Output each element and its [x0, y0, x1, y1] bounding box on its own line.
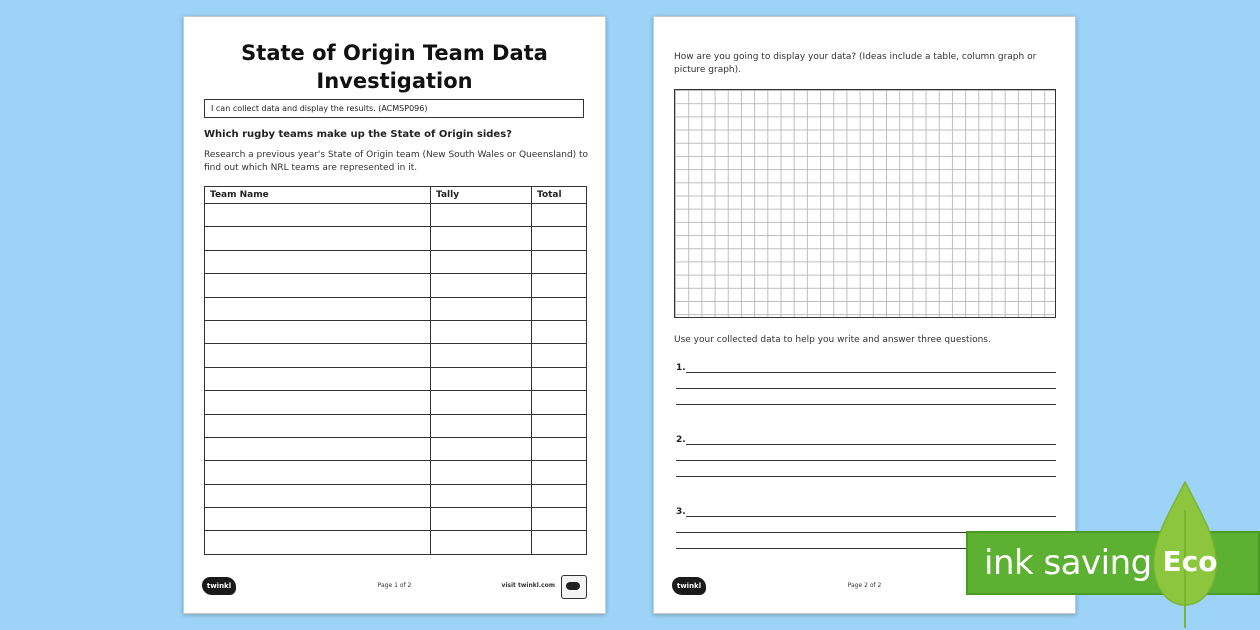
table-row	[205, 391, 587, 414]
team-name-cell[interactable]	[205, 414, 431, 437]
total-cell[interactable]	[532, 367, 587, 390]
answer-line	[686, 444, 1056, 445]
answer-line	[686, 516, 1056, 517]
title-line-1: State of Origin Team Data	[241, 41, 548, 65]
team-name-cell[interactable]	[205, 204, 431, 227]
tally-cell[interactable]	[431, 250, 532, 273]
research-question: Which rugby teams make up the State of Origin sides?	[204, 129, 512, 140]
worksheet-page-1	[183, 16, 606, 614]
tally-cell[interactable]	[431, 391, 532, 414]
total-cell[interactable]	[532, 344, 587, 367]
team-name-cell[interactable]	[205, 391, 431, 414]
table-row	[205, 227, 587, 250]
total-cell[interactable]	[532, 297, 587, 320]
page-title	[184, 39, 605, 95]
table-row	[205, 297, 587, 320]
tally-cell[interactable]	[431, 367, 532, 390]
tally-cell[interactable]	[431, 437, 532, 460]
table-row	[205, 250, 587, 273]
write-questions-instruction: Use your collected data to help you write and answer three questions.	[674, 335, 991, 345]
eco-label: Eco	[1162, 545, 1218, 578]
team-name-cell[interactable]	[205, 437, 431, 460]
total-cell[interactable]	[532, 250, 587, 273]
page-number: Page 1 of 2	[377, 582, 412, 589]
table-row	[205, 531, 587, 554]
total-cell[interactable]	[532, 484, 587, 507]
team-name-cell[interactable]	[205, 274, 431, 297]
team-name-cell[interactable]	[205, 297, 431, 320]
learning-objective-box: I can collect data and display the results. (ACMSP096)	[204, 99, 584, 118]
total-cell[interactable]	[532, 461, 587, 484]
table-row	[205, 414, 587, 437]
question-number-2: 2.	[676, 435, 686, 445]
answer-line	[676, 460, 1056, 461]
total-cell[interactable]	[532, 414, 587, 437]
visit-link: visit twinkl.com	[501, 582, 555, 589]
graph-grid	[674, 89, 1056, 318]
team-name-cell[interactable]	[205, 320, 431, 343]
table-row	[205, 344, 587, 367]
total-cell[interactable]	[532, 204, 587, 227]
table-row	[205, 367, 587, 390]
total-cell[interactable]	[532, 531, 587, 554]
twinkl-logo: twinkl	[672, 577, 706, 595]
title-line-2: Investigation	[316, 69, 473, 93]
twinkl-logo: twinkl	[202, 577, 236, 595]
team-name-cell[interactable]	[205, 344, 431, 367]
tally-cell[interactable]	[431, 508, 532, 531]
team-name-cell[interactable]	[205, 461, 431, 484]
answer-line	[676, 388, 1056, 389]
table-row	[205, 437, 587, 460]
table-row	[205, 461, 587, 484]
answer-line	[676, 404, 1056, 405]
total-cell[interactable]	[532, 391, 587, 414]
team-name-cell[interactable]	[205, 508, 431, 531]
answer-line	[676, 476, 1056, 477]
table-row	[205, 204, 587, 227]
tally-cell[interactable]	[431, 274, 532, 297]
ink-saving-text: ink saving	[984, 543, 1152, 583]
answer-line	[686, 372, 1056, 373]
tally-cell[interactable]	[431, 414, 532, 437]
tally-cell[interactable]	[431, 484, 532, 507]
worksheet-page-2	[653, 16, 1076, 614]
research-instruction: Research a previous year's State of Origin team (New South Wales or Queensland) to find out which NRL teams are represented in it.	[204, 150, 589, 173]
team-name-cell[interactable]	[205, 367, 431, 390]
table-row	[205, 508, 587, 531]
tally-cell[interactable]	[431, 344, 532, 367]
tally-cell[interactable]	[431, 320, 532, 343]
table-row	[205, 484, 587, 507]
page-number: Page 2 of 2	[847, 582, 882, 589]
header-tally: Tally	[431, 187, 532, 204]
tally-cell[interactable]	[431, 461, 532, 484]
total-cell[interactable]	[532, 437, 587, 460]
total-cell[interactable]	[532, 274, 587, 297]
team-name-cell[interactable]	[205, 250, 431, 273]
total-cell[interactable]	[532, 227, 587, 250]
tally-cell[interactable]	[431, 204, 532, 227]
question-number-3: 3.	[676, 507, 686, 517]
header-team-name: Team Name	[205, 187, 431, 204]
tally-cell[interactable]	[431, 531, 532, 554]
tally-table	[204, 186, 587, 555]
quality-badge-icon	[561, 575, 587, 599]
team-name-cell[interactable]	[205, 484, 431, 507]
tally-cell[interactable]	[431, 297, 532, 320]
table-row	[205, 274, 587, 297]
total-cell[interactable]	[532, 320, 587, 343]
total-cell[interactable]	[532, 508, 587, 531]
page-footer	[184, 575, 605, 599]
team-name-cell[interactable]	[205, 227, 431, 250]
tally-table-body	[205, 204, 587, 555]
table-row	[205, 320, 587, 343]
team-name-cell[interactable]	[205, 531, 431, 554]
question-number-1: 1.	[676, 363, 686, 373]
tally-cell[interactable]	[431, 227, 532, 250]
header-total: Total	[532, 187, 587, 204]
display-question: How are you going to display your data? (Ideas include a table, column graph or picture graph).	[674, 52, 1037, 75]
